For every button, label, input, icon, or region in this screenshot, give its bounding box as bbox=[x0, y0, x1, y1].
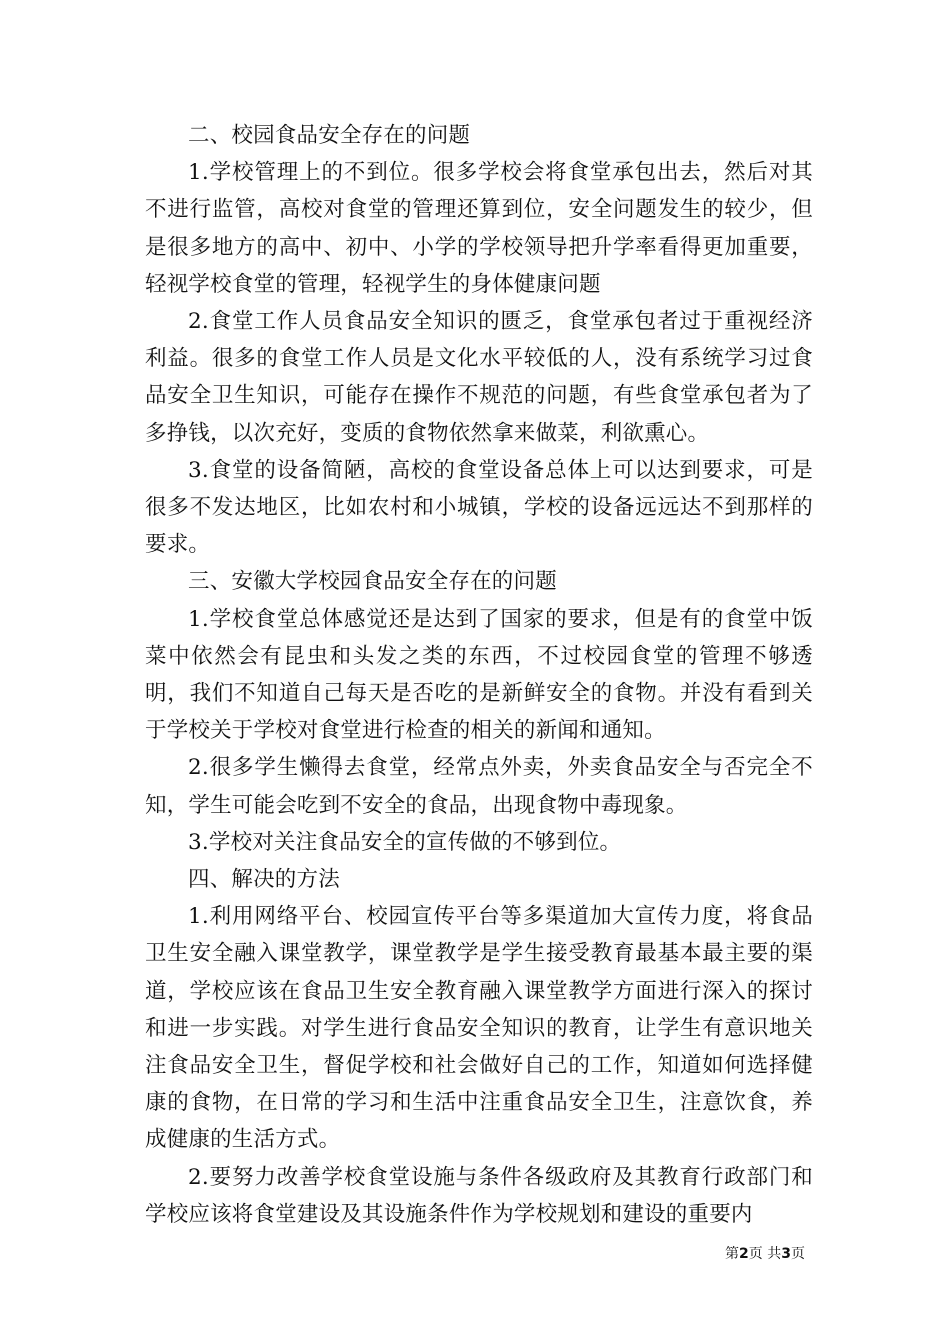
page-footer bbox=[725, 1245, 805, 1263]
paragraph: 1.学校食堂总体感觉还是达到了国家的要求，但是有的食堂中饭菜中依然会有昆虫和头发之类的东西，不过校园食堂的管理不够透明，我们不知道自己每天是否吃的是新鲜安全的食物。并没有看到关于学校关于学校对食堂进行检查的相关的新闻和通知。 bbox=[145, 606, 813, 744]
page-label-middle: 页 共 bbox=[748, 1246, 782, 1262]
section-heading: 三、安徽大学校园食品安全存在的问题 bbox=[188, 569, 557, 595]
paragraph: 2.很多学生懒得去食堂，经常点外卖，外卖食品安全与否完全不知，学生可能会吃到不安全的食品，出现食物中毒现象。 bbox=[145, 755, 813, 818]
current-page-number: 2 bbox=[739, 1246, 749, 1262]
section-heading: 四、解决的方法 bbox=[188, 867, 340, 893]
document-body bbox=[145, 117, 813, 1233]
total-pages-number: 3 bbox=[781, 1246, 791, 1262]
page-label-suffix: 页 bbox=[791, 1246, 805, 1262]
paragraph: 2.食堂工作人员食品安全知识的匮乏，食堂承包者过于重视经济利益。很多的食堂工作人员是文化水平较低的人，没有系统学习过食品安全卫生知识，可能存在操作不规范的问题，有些食堂承包者为了多挣钱，以次充好，变质的食物依然拿来做菜，利欲熏心。 bbox=[145, 309, 813, 446]
paragraph: 2.要努力改善学校食堂设施与条件各级政府及其教育行政部门和学校应该将食堂建设及其设施条件作为学校规划和建设的重要内 bbox=[145, 1164, 813, 1227]
page-label-prefix: 第 bbox=[725, 1246, 740, 1262]
paragraph: 3.食堂的设备简陋，高校的食堂设备总体上可以达到要求，可是很多不发达地区，比如农村和小城镇，学校的设备远远达不到那样的要求。 bbox=[145, 457, 813, 558]
section-heading: 二、校园食品安全存在的问题 bbox=[188, 123, 471, 148]
paragraph: 3.学校对关注食品安全的宣传做的不够到位。 bbox=[188, 829, 622, 855]
paragraph: 1.学校管理上的不到位。很多学校会将食堂承包出去，然后对其不进行监管，高校对食堂的管理还算到位，安全问题发生的较少，但是很多地方的高中、初中、小学的学校领导把升学率看得更加重要，轻视学校食堂的管理，轻视学生的身体健康问题 bbox=[145, 160, 813, 297]
paragraph: 1.利用网络平台、校园宣传平台等多渠道加大宣传力度，将食品卫生安全融入课堂教学，课堂教学是学生接受教育最基本最主要的渠道，学校应该在食品卫生安全教育融入课堂教学方面进行深入的探讨和进一步实践。对学生进行食品安全知识的教育，让学生有意识地关注食品安全卫生，督促学校和社会做好自己的工作，知道如何选择健康的食物，在日常的学习和生活中注重食品安全卫生，注意饮食，养成健康的生活方式。 bbox=[145, 904, 813, 1153]
